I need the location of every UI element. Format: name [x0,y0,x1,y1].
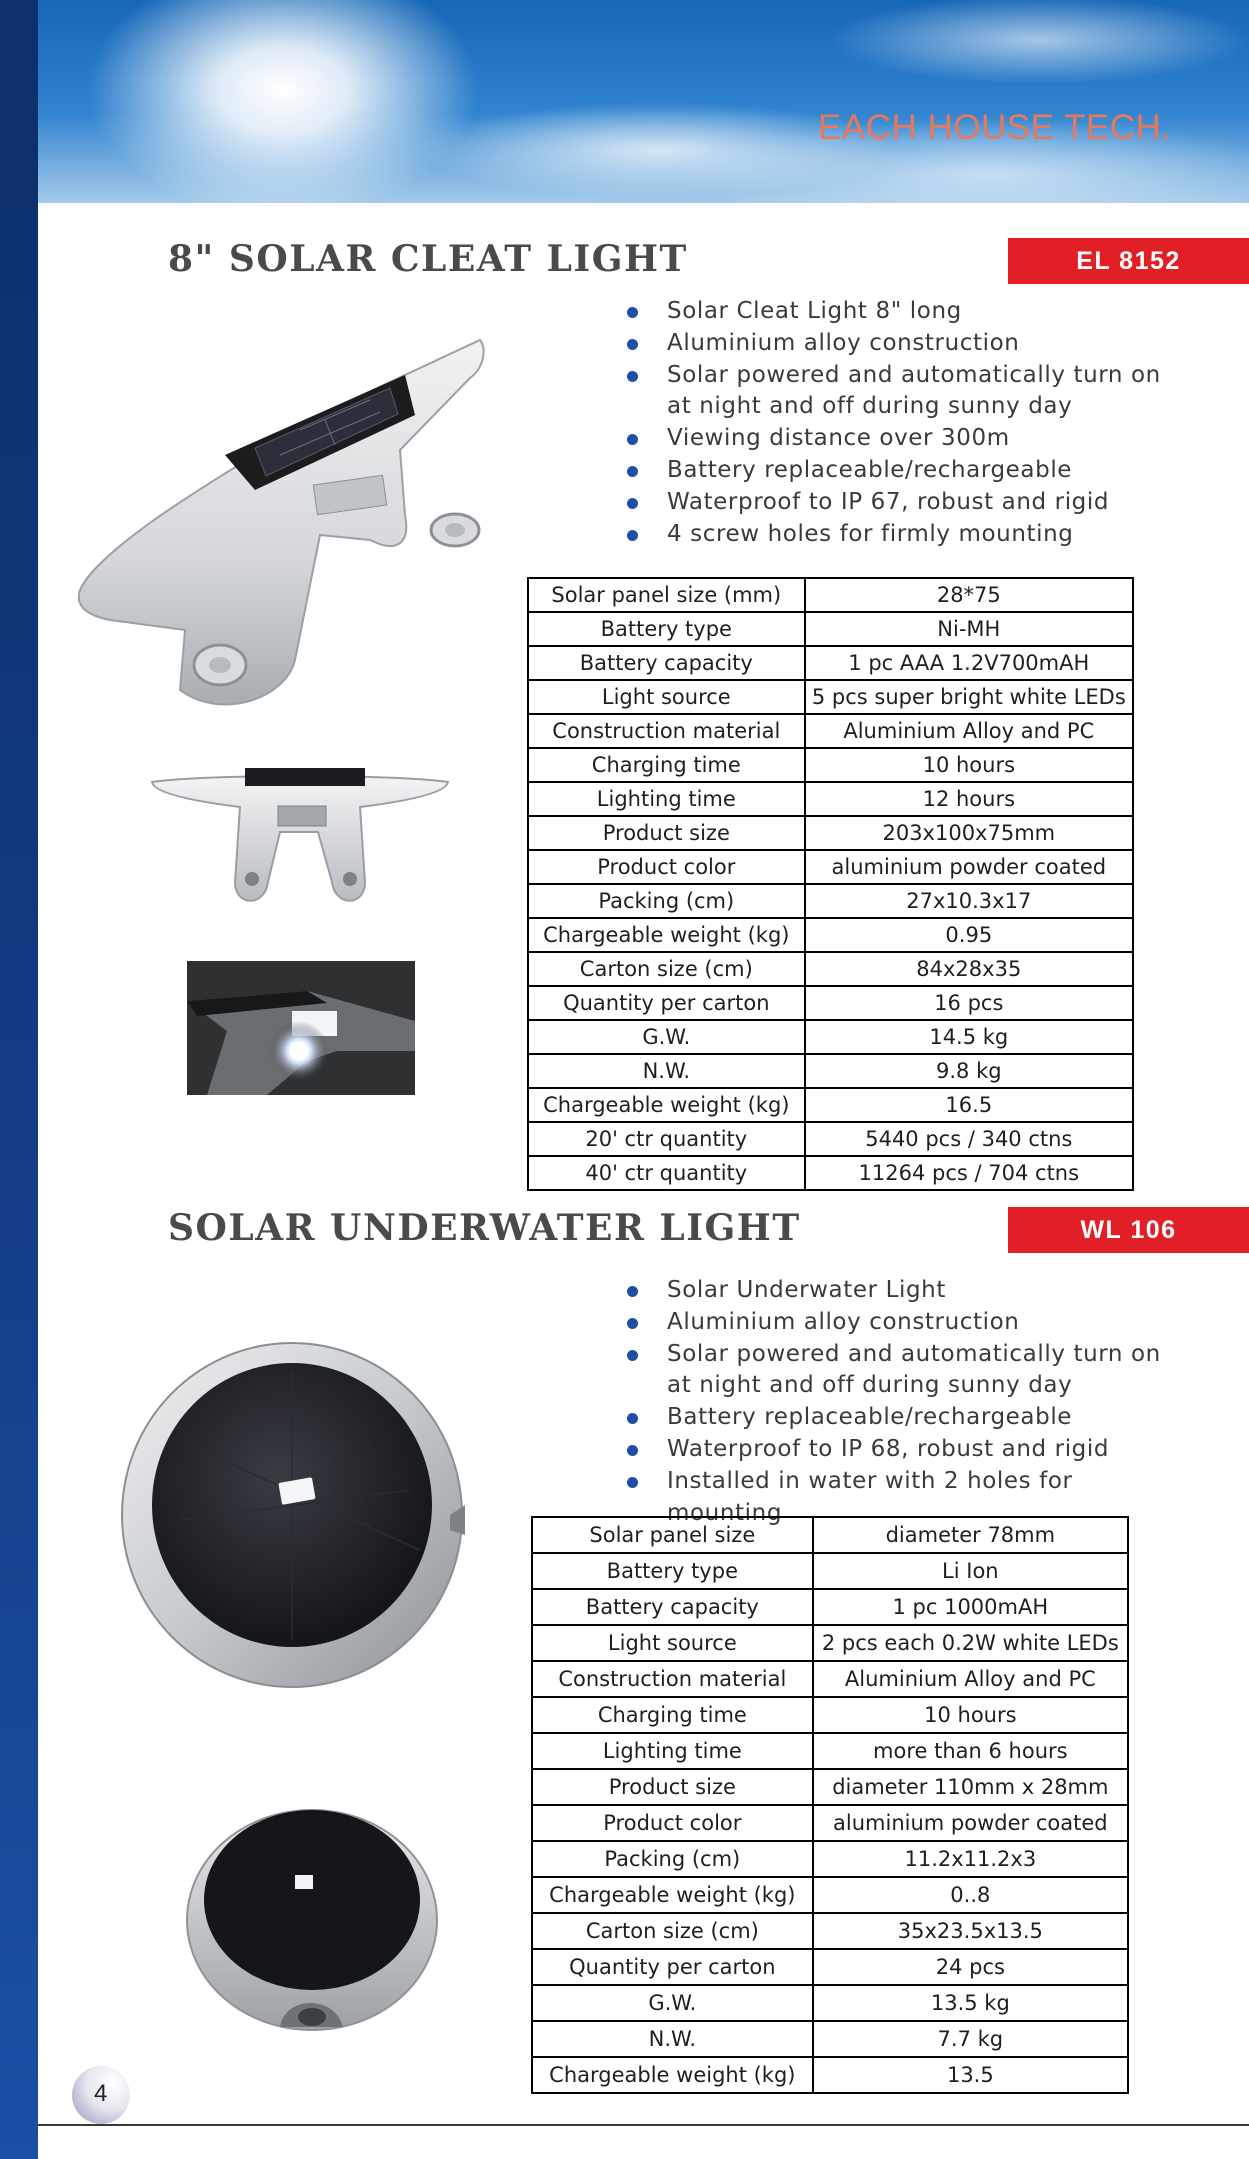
spec-value: 28*75 [805,578,1133,612]
spec-value: 10 hours [813,1697,1128,1733]
spec-label: Quantity per carton [532,1949,813,1985]
feature-item: Waterproof to IP 67, robust and rigid [627,487,1167,519]
product-title: 8" SOLAR CLEAT LIGHT [168,238,688,280]
feature-list [627,296,1167,550]
spec-row [532,1841,1128,1877]
spec-row [532,1697,1128,1733]
cleat-light-photo [70,330,490,725]
spec-label: Construction material [528,714,805,748]
feature-item: Waterproof to IP 68, robust and rigid [627,1434,1187,1466]
spec-label: 40' ctr quantity [528,1156,805,1190]
spec-value: 11.2x11.2x3 [813,1841,1128,1877]
spec-label: Battery capacity [528,646,805,680]
feature-item: Installed in water with 2 holes for mounting [627,1466,1187,1530]
spec-label: Packing (cm) [528,884,805,918]
spec-row [528,850,1133,884]
spec-row [528,578,1133,612]
spec-value: 7.7 kg [813,2021,1128,2057]
spec-label: Battery type [532,1553,813,1589]
spec-value: more than 6 hours [813,1733,1128,1769]
spec-label: Solar panel size (mm) [528,578,805,612]
spec-row [528,816,1133,850]
spec-label: Chargeable weight (kg) [528,1088,805,1122]
spec-label: 20' ctr quantity [528,1122,805,1156]
model-badge: EL 8152 [1008,238,1249,284]
spec-row [528,748,1133,782]
spec-label: Chargeable weight (kg) [532,2057,813,2093]
spec-value: 0..8 [813,1877,1128,1913]
spec-value: Aluminium Alloy and PC [805,714,1133,748]
spec-label: Product color [532,1805,813,1841]
spec-label: Product color [528,850,805,884]
spec-value: 14.5 kg [805,1020,1133,1054]
spec-value: 84x28x35 [805,952,1133,986]
spec-value: 35x23.5x13.5 [813,1913,1128,1949]
spec-value: 13.5 [813,2057,1128,2093]
spec-row [528,952,1133,986]
underwater-light-angle-photo [185,1795,440,2035]
spec-row [528,1020,1133,1054]
spec-value: Aluminium Alloy and PC [813,1661,1128,1697]
spec-row [528,1122,1133,1156]
spec-label: Charging time [532,1697,813,1733]
spec-label: Light source [532,1625,813,1661]
feature-item: Solar Cleat Light 8" long [627,296,1167,328]
spec-value: 2 pcs each 0.2W white LEDs [813,1625,1128,1661]
spec-label: Product size [528,816,805,850]
spec-value: 9.8 kg [805,1054,1133,1088]
spec-label: N.W. [528,1054,805,1088]
spec-value: 13.5 kg [813,1985,1128,2021]
footer-divider [38,2124,1249,2126]
spec-label: Chargeable weight (kg) [528,918,805,952]
spec-value: 203x100x75mm [805,816,1133,850]
spec-table [527,577,1134,1191]
product-title: SOLAR UNDERWATER LIGHT [168,1207,801,1249]
feature-item: Aluminium alloy construction [627,1307,1187,1339]
spec-label: Solar panel size [532,1517,813,1553]
spec-value: 16 pcs [805,986,1133,1020]
underwater-light-photo [120,1320,465,1690]
spec-row [532,1985,1128,2021]
spec-row [528,714,1133,748]
side-bar [0,0,38,2159]
spec-row [532,1553,1128,1589]
spec-value: diameter 78mm [813,1517,1128,1553]
spec-label: Construction material [532,1661,813,1697]
spec-row [528,680,1133,714]
spec-label: Light source [528,680,805,714]
spec-label: Charging time [528,748,805,782]
feature-item: Viewing distance over 300m [627,423,1167,455]
feature-list [627,1275,1187,1529]
spec-label: Battery capacity [532,1589,813,1625]
spec-value: aluminium powder coated [805,850,1133,884]
spec-value: 1 pc 1000mAH [813,1589,1128,1625]
spec-label: Lighting time [528,782,805,816]
spec-row [532,2021,1128,2057]
cleat-light-side-photo [150,762,450,912]
spec-value: 24 pcs [813,1949,1128,1985]
spec-row [532,1949,1128,1985]
spec-label: Battery type [528,612,805,646]
cleat-light-night-photo [187,961,415,1095]
spec-row [528,1054,1133,1088]
spec-row [528,918,1133,952]
spec-label: Carton size (cm) [532,1913,813,1949]
spec-row [532,1517,1128,1553]
feature-item: Battery replaceable/rechargeable [627,1402,1187,1434]
page-number-badge [72,2066,130,2124]
spec-row [528,1156,1133,1190]
spec-row [532,1733,1128,1769]
spec-label: Packing (cm) [532,1841,813,1877]
spec-label: Product size [532,1769,813,1805]
feature-item: Solar powered and automatically turn on at night and off during sunny day [627,360,1167,424]
spec-row [532,1877,1128,1913]
spec-row [528,1088,1133,1122]
brand-name: EACH HOUSE TECH. [818,108,1172,147]
spec-row [528,782,1133,816]
spec-value: Ni-MH [805,612,1133,646]
spec-row [528,612,1133,646]
spec-label: Lighting time [532,1733,813,1769]
feature-item: Aluminium alloy construction [627,328,1167,360]
spec-row [532,1661,1128,1697]
spec-row [528,986,1133,1020]
spec-value: 12 hours [805,782,1133,816]
page-number: 4 [94,2080,108,2107]
spec-label: Quantity per carton [528,986,805,1020]
spec-row [532,1625,1128,1661]
spec-row [532,1913,1128,1949]
spec-label: Chargeable weight (kg) [532,1877,813,1913]
spec-value: aluminium powder coated [813,1805,1128,1841]
spec-value: 10 hours [805,748,1133,782]
spec-label: G.W. [532,1985,813,2021]
model-badge: WL 106 [1008,1207,1249,1253]
spec-label: Carton size (cm) [528,952,805,986]
spec-value: diameter 110mm x 28mm [813,1769,1128,1805]
spec-row [532,1589,1128,1625]
spec-row [532,2057,1128,2093]
feature-item: Solar powered and automatically turn on at night and off during sunny day [627,1339,1187,1403]
feature-item: 4 screw holes for firmly mounting [627,519,1167,551]
spec-row [532,1805,1128,1841]
spec-value: 11264 pcs / 704 ctns [805,1156,1133,1190]
spec-value: 1 pc AAA 1.2V700mAH [805,646,1133,680]
spec-value: Li Ion [813,1553,1128,1589]
spec-value: 27x10.3x17 [805,884,1133,918]
feature-item: Solar Underwater Light [627,1275,1187,1307]
spec-value: 16.5 [805,1088,1133,1122]
spec-label: N.W. [532,2021,813,2057]
header-banner [38,0,1249,203]
spec-value: 0.95 [805,918,1133,952]
spec-value: 5 pcs super bright white LEDs [805,680,1133,714]
spec-row [532,1769,1128,1805]
spec-value: 5440 pcs / 340 ctns [805,1122,1133,1156]
spec-label: G.W. [528,1020,805,1054]
spec-row [528,646,1133,680]
spec-table [531,1516,1129,2094]
feature-item: Battery replaceable/rechargeable [627,455,1167,487]
spec-row [528,884,1133,918]
